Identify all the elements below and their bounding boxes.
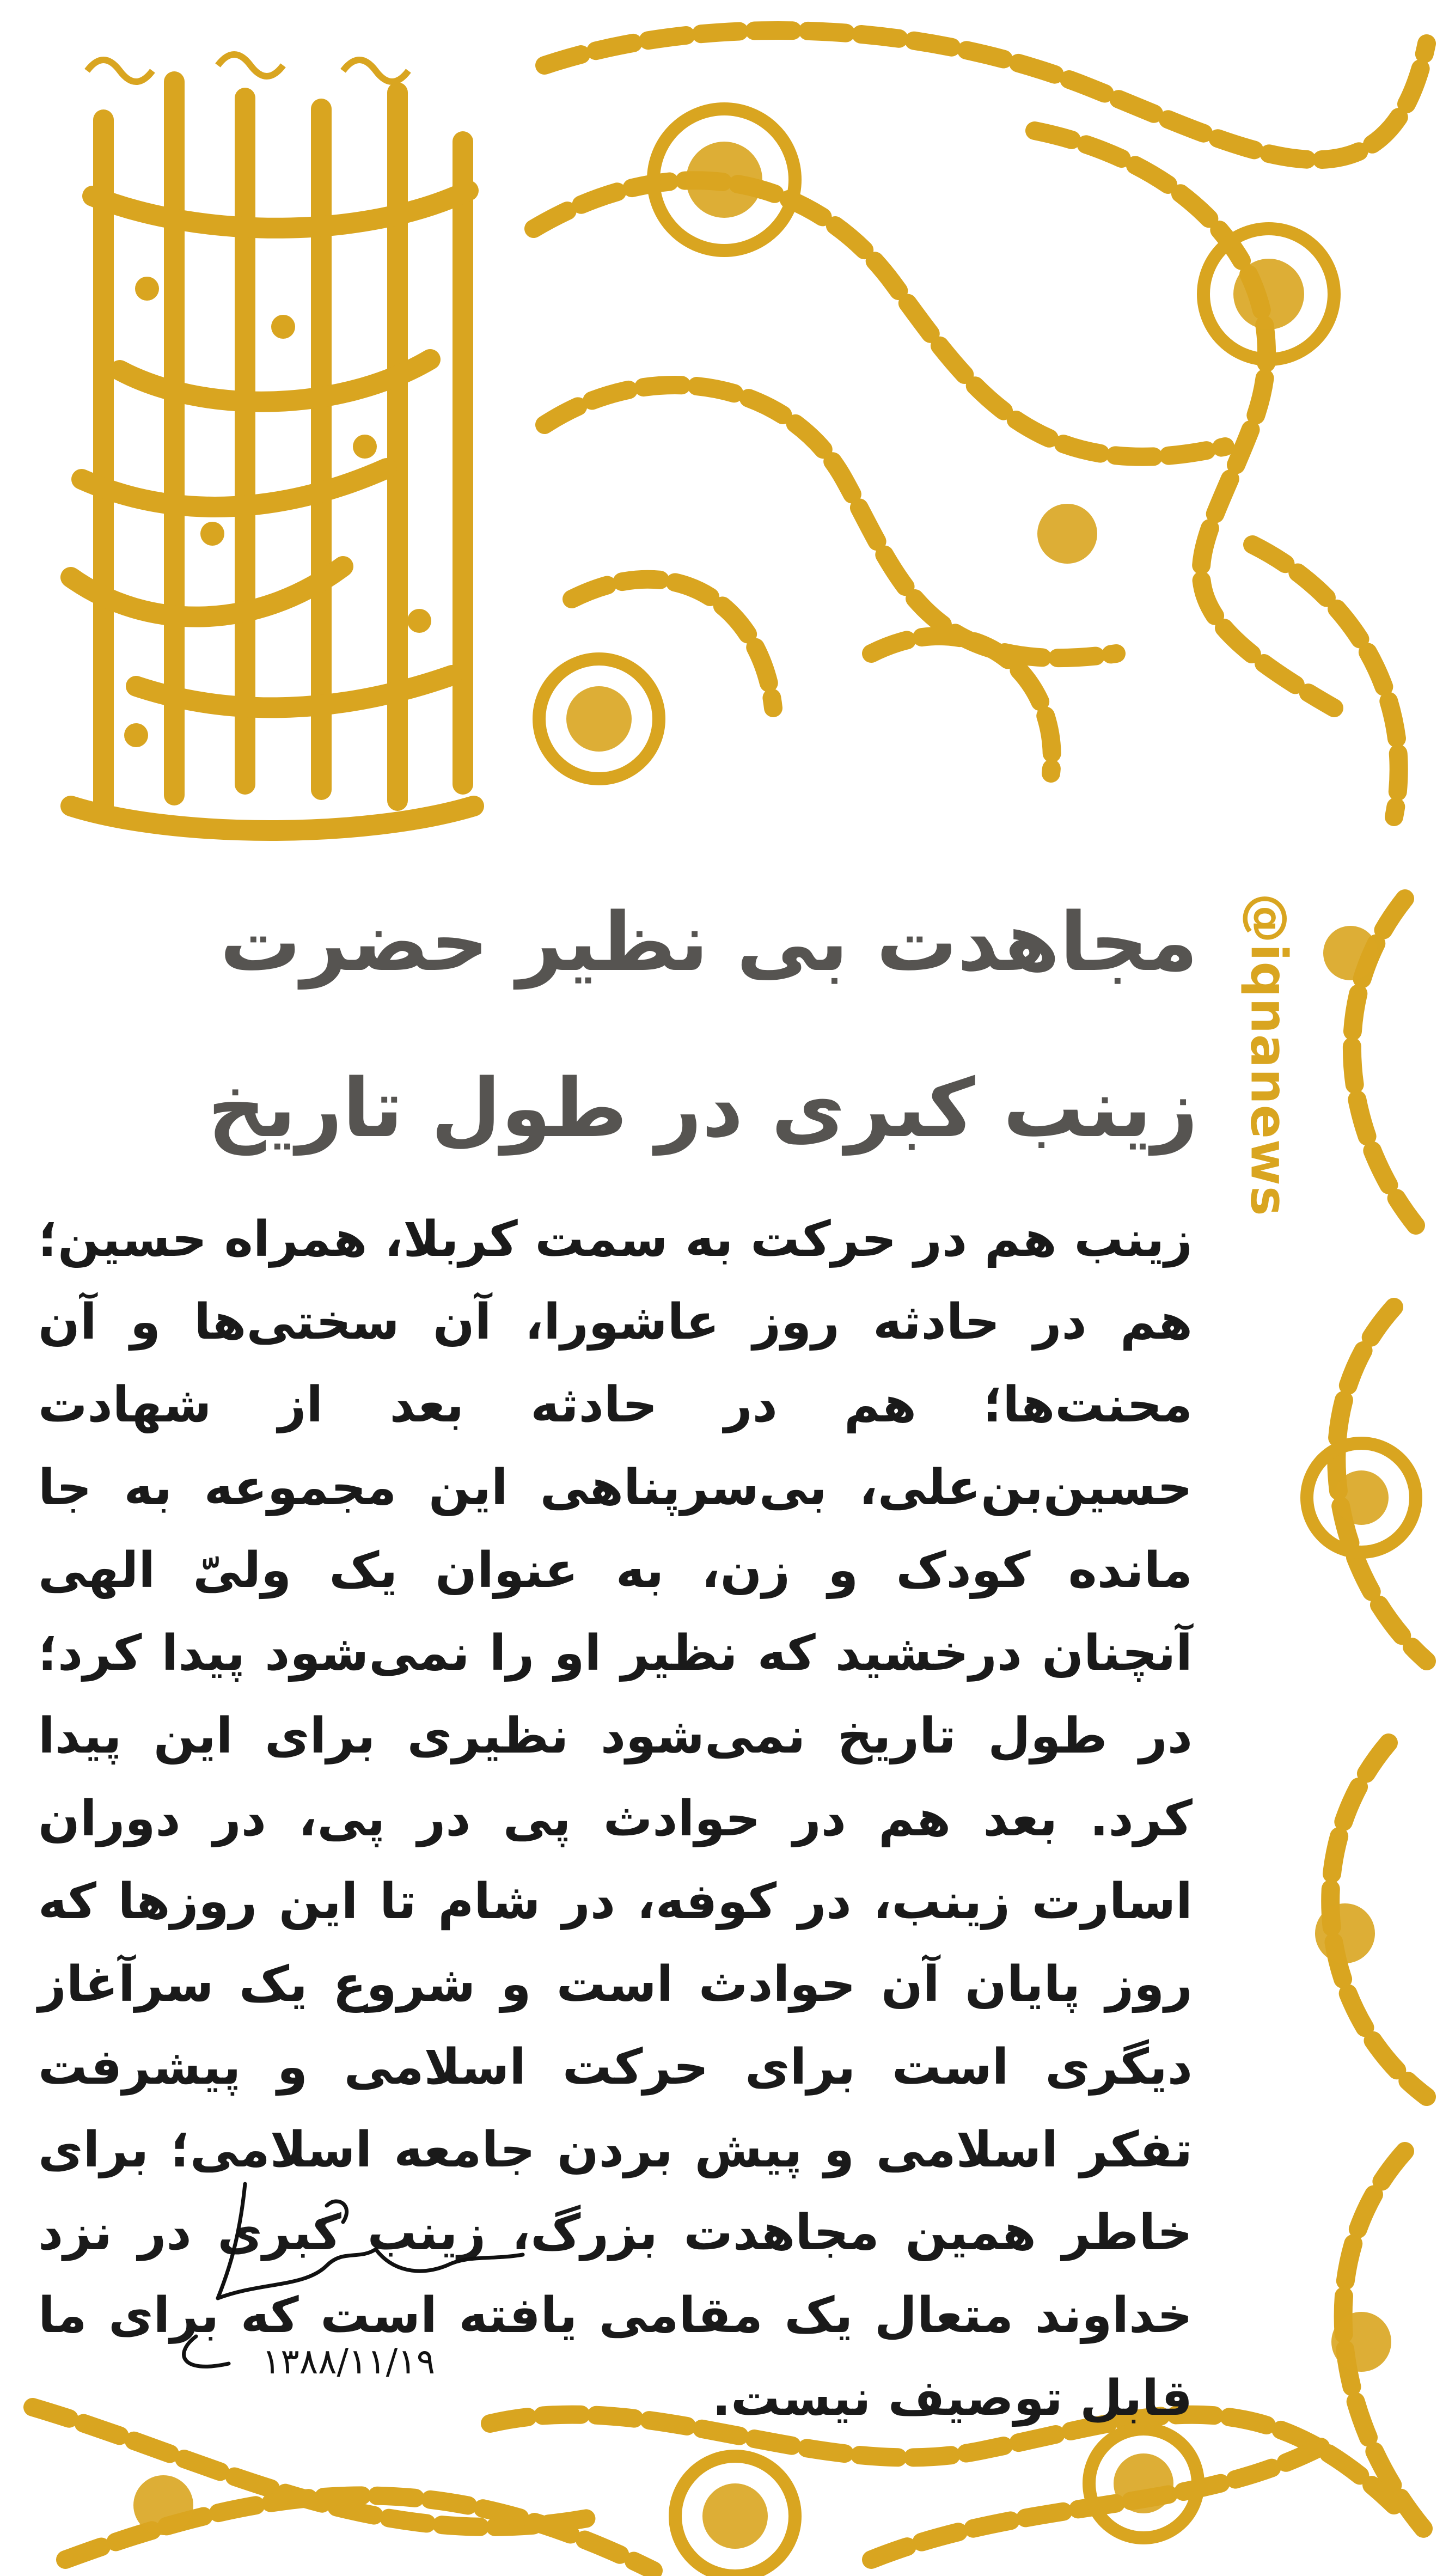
body-paragraph: زینب هم در حرکت به سمت کربلا، همراه حسین؛ هم در حادثه روز عاشورا، آن سختی‌ها و آن محنت‌ها؛ هم در حادثه بعد از شهادت حسین‌بن‌علی، بی‌سرپناهی این مجموعه به جا مانده کودک و زن، به عنوان یک ولیّ الهی آنچنان درخشید که نظیر او را نمی‌شود پیدا کرد؛ در طول تاریخ نمی‌شود نظیری برای این پیدا کرد. بعد هم در حوادث پی در پی، در دوران اسارت زینب، در کوفه، در شام تا این روزها که روز پایان آن حوادث است و شروع یک سرآغاز دیگری است برای حرکت اسلامی و پیشرفت تفکر اسلامی و پیش بردن جامعه اسلامی؛ برای خاطر همین مجاهدت بزرگ، زینب کبری در نزد خداوند متعال یک مقامی یافته است که برای ما قابل توصیف نیست. bbox=[38, 1211, 1193, 2427]
title-line-2: زینب کبری در طول تاریخ bbox=[207, 1061, 1198, 1155]
social-handle: @iqnanews bbox=[1239, 893, 1298, 1217]
signature-date: ۱۳۸۸/۱۱/۱۹ bbox=[261, 2342, 436, 2382]
calligraphy-artwork bbox=[38, 33, 490, 850]
title-line-1: مجاهدت بی نظیر حضرت bbox=[219, 895, 1198, 989]
